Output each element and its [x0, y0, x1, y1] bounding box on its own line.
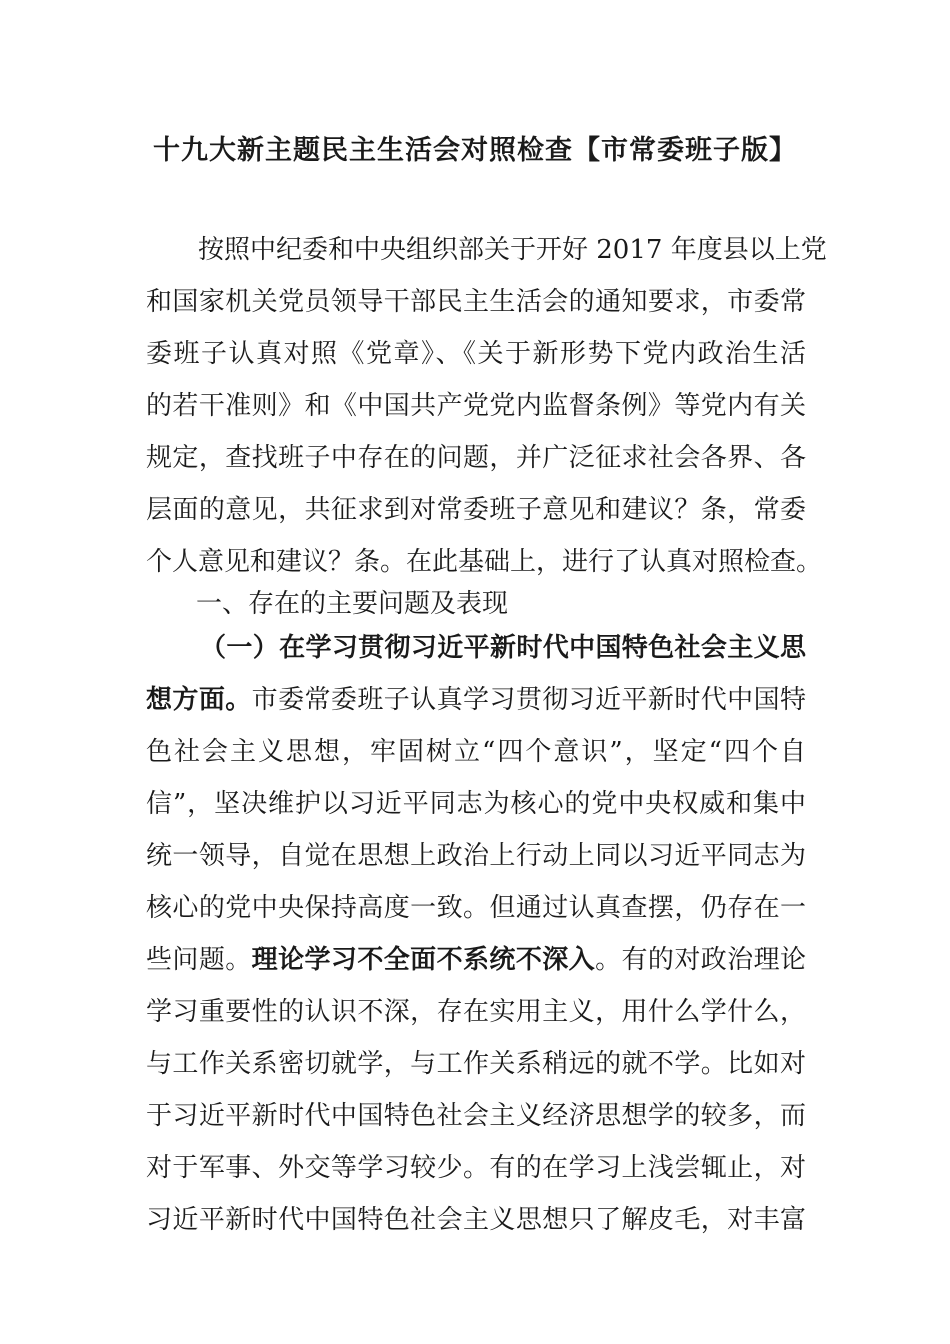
intro-line-5: 规定，查找班子中存在的问题，并广泛征求社会各界、各	[146, 443, 806, 473]
body-line: 统一领导，自觉在思想上政治上行动上同以习近平同志为	[146, 841, 806, 871]
body-line: 习近平新时代中国特色社会主义思想只了解皮毛，对丰富	[146, 1205, 806, 1235]
subsection-line-2	[146, 682, 806, 718]
body-line: 对于军事、外交等学习较少。有的在学习上浅尝辄止，对	[146, 1153, 806, 1183]
subsection-line-2-text: 市委常委班子认真学习贯彻习近平新时代中国特	[251, 685, 806, 715]
section-heading: 一、存在的主要问题及表现	[196, 589, 509, 619]
intro-line-4: 的若干准则》和《中国共产党党内监督条例》等党内有关	[146, 391, 806, 421]
body-line: 与工作关系密切就学，与工作关系稍远的就不学。比如对	[146, 1049, 806, 1079]
document-title: 十九大新主题民主生活会对照检查【市常委班子版】	[153, 135, 797, 166]
body-line: 学习重要性的认识不深，存在实用主义，用什么学什么，	[146, 997, 806, 1027]
intro-line-1: 按照中纪委和中央组织部关于开好 2017 年度县以上党	[198, 235, 827, 265]
intro-line-6: 层面的意见，共征求到对常委班子意见和建议？条，常委	[146, 495, 806, 525]
emphasis-text: 理论学习不全面不系统不深入	[251, 945, 596, 975]
intro-line-2: 和国家机关党员领导干部民主生活会的通知要求，市委常	[146, 287, 806, 317]
intro-line-7: 个人意见和建议？条。在此基础上，进行了认真对照检查。	[146, 547, 823, 577]
body-line: 于习近平新时代中国特色社会主义经济思想学的较多，而	[146, 1101, 806, 1131]
body-text: 些问题。	[146, 945, 252, 975]
body-text: 。有的对政治理论	[595, 945, 806, 975]
body-line: 核心的党中央保持高度一致。但通过认真查摆，仍存在一	[146, 893, 806, 923]
body-line-mixed	[146, 942, 806, 978]
body-line: 色社会主义思想，牢固树立“四个意识”，坚定“四个自	[146, 737, 806, 767]
intro-line-3: 委班子认真对照《党章》、《关于新形势下党内政治生活	[146, 339, 806, 369]
subsection-heading-end: 想方面。	[146, 685, 252, 715]
body-line: 信”，坚决维护以习近平同志为核心的党中央权威和集中	[146, 789, 806, 819]
subsection-heading-line: （一）在学习贯彻习近平新时代中国特色社会主义思	[200, 633, 806, 663]
